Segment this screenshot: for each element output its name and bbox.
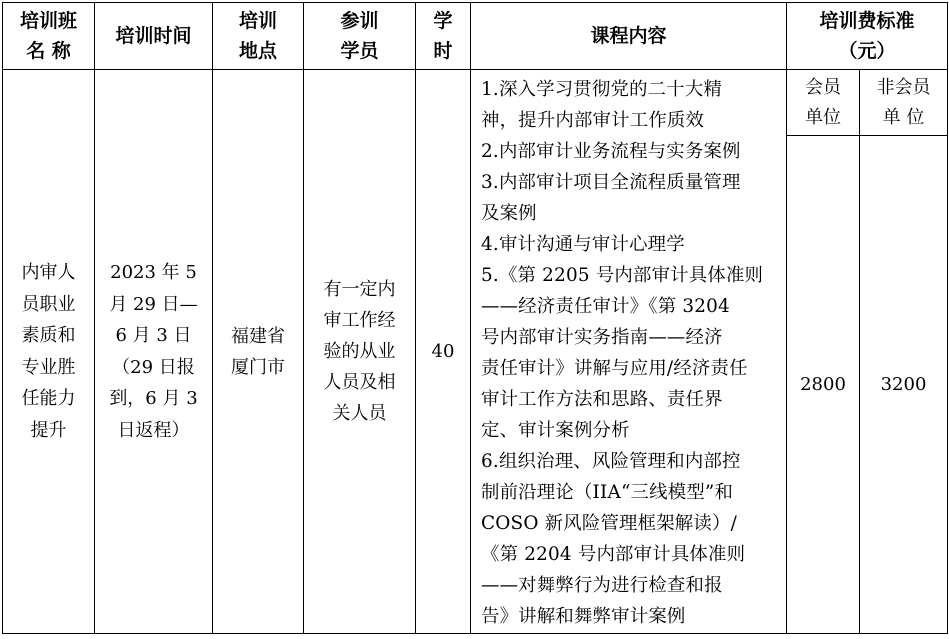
training-schedule-table	[2, 2, 948, 634]
cell-hours: 40	[416, 70, 471, 634]
course-item: 1.深入学习贯彻党的二十大精 神，提升内部审计工作质效	[481, 79, 723, 131]
cell-non-member-fee: 3200	[860, 136, 948, 634]
header-time: 培训时间	[95, 3, 213, 70]
header-fee: 培训费标准 （元）	[787, 3, 948, 70]
header-member: 会员 单位	[787, 70, 860, 136]
cell-class-name: 内审人 员职业 素质和 专业胜 任能力 提升	[3, 70, 95, 634]
cell-time: 2023 年 5 月 29 日— 6 月 3 日 （29 日报 到，6 月 3 日返程）	[95, 70, 213, 634]
cell-member-fee: 2800	[787, 136, 860, 634]
course-item: 6.组织治理、风险管理和内部控 制前沿理论（IIA“三线模型”和 COSO 新风险管理框架解读）/ 《第 2204 号内部审计具体准则 ——对舞弊行为进行检查和报 告》讲解和舞弊审计案例	[481, 451, 746, 627]
course-item: 5.《第 2205 号内部审计具体准则 ——经济责任审计》《第 3204 号内部审计实务指南——经济 责任审计》讲解与应用/经济责任 审计工作方法和思路、责任界 定、审计案例分析	[481, 265, 764, 441]
header-hours: 学 时	[416, 3, 471, 70]
header-course: 课程内容	[471, 3, 787, 70]
course-item: 2.内部审计业务流程与实务案例	[481, 141, 741, 162]
header-participants: 参训 学员	[304, 3, 416, 70]
course-item: 3.内部审计项目全流程质量管理 及案例	[481, 172, 741, 224]
header-non-member: 非会员 单 位	[860, 70, 948, 136]
cell-location: 福建省 厦门市	[213, 70, 304, 634]
header-location: 培训 地点	[213, 3, 304, 70]
cell-participants: 有一定内 审工作经 验的从业 人员及相 关人员	[304, 70, 416, 634]
course-item: 4.审计沟通与审计心理学	[481, 234, 685, 255]
cell-course-content	[471, 70, 787, 634]
header-class-name: 培训班 名 称	[3, 3, 95, 70]
